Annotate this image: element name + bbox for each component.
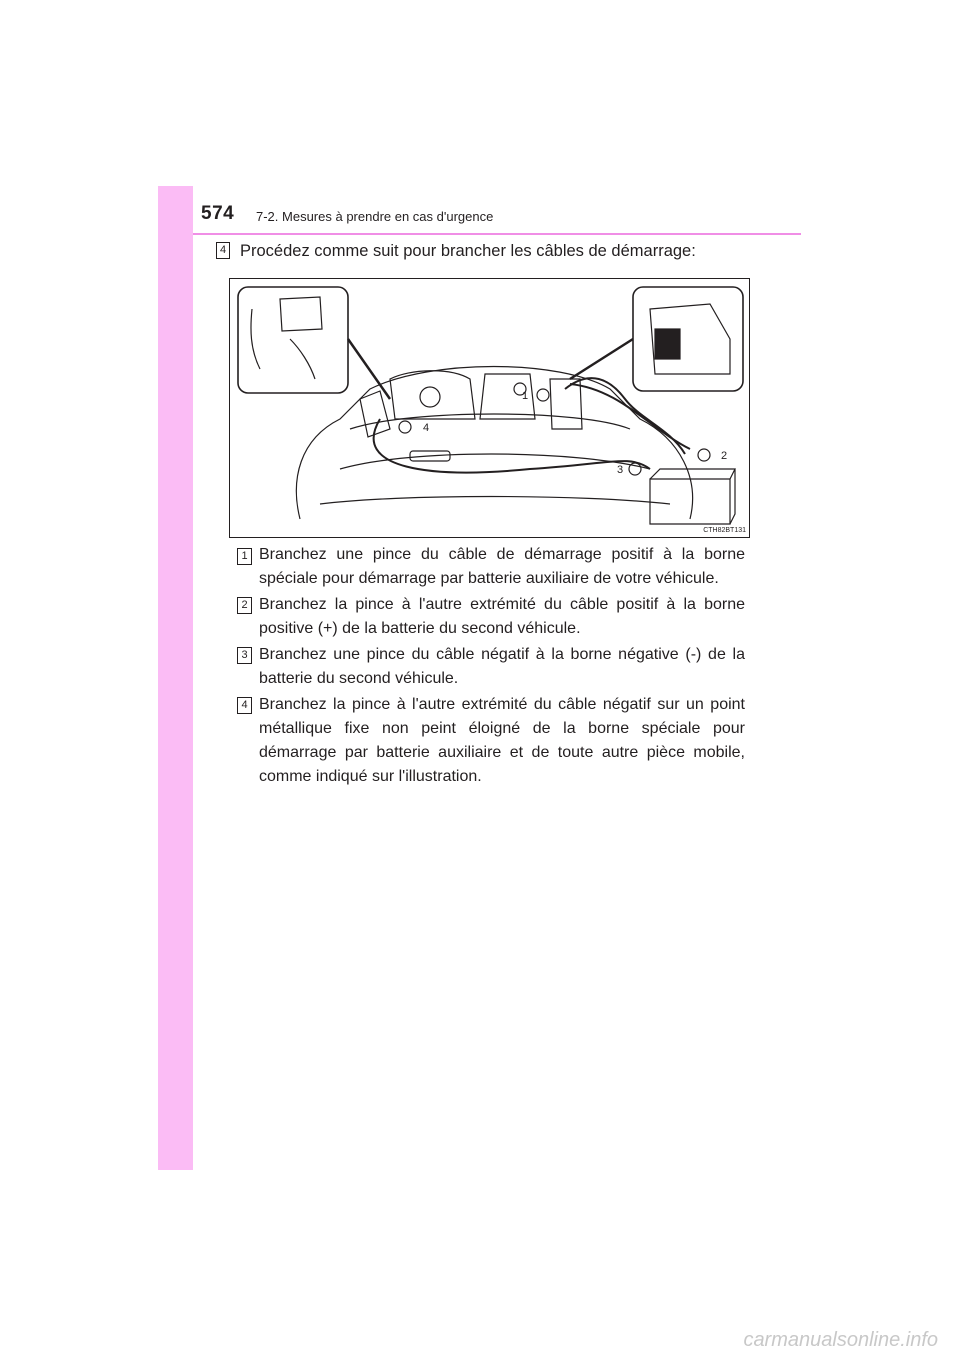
item-4-text: Branchez la pince à l'autre extrémité du câble négatif sur un point métallique fixe non peint éloigné de la borne spéciale pour démarrage par batterie auxiliaire et de toute autre pièce mobile, comme indiqué sur l'illustration.: [259, 696, 745, 785]
inset-right: [633, 287, 743, 391]
engine-cover: [390, 371, 475, 419]
item-4-number: 4: [237, 697, 252, 714]
step-intro-text: Procédez comme suit pour brancher les câbles de démarrage:: [240, 242, 696, 260]
item-1-number: 1: [237, 548, 252, 565]
item-3-number: 3: [237, 647, 252, 664]
engine-bay-drawing: [230, 279, 749, 537]
item-3-text: Branchez une pince du câble négatif à la borne négative (-) de la batterie du second véhicule.: [259, 646, 745, 687]
figure-code: CTH82BT131: [703, 527, 746, 534]
section-title: 7-2. Mesures à prendre en cas d'urgence: [256, 209, 494, 224]
page-number: 574: [201, 203, 235, 224]
item-2-text: Branchez la pince à l'autre extrémité du câble positif à la borne positive (+) de la batterie du second véhicule.: [259, 596, 745, 637]
step-number-box: 4: [216, 242, 230, 259]
terminal-box: [550, 379, 582, 429]
header-rule: [193, 233, 801, 235]
callout-2: 2: [720, 450, 728, 462]
callout-3: 3: [616, 464, 624, 476]
jump-start-illustration: [229, 278, 750, 538]
callout-1: 1: [521, 390, 529, 402]
watermark: carmanualsonline.info: [743, 1329, 938, 1351]
item-1-text: Branchez une pince du câble de démarrage positif à la borne spéciale pour démarrage par batterie auxiliaire de votre véhicule.: [259, 546, 745, 587]
item-2-number: 2: [237, 597, 252, 614]
inset-left: [238, 287, 348, 393]
side-color-band: [158, 186, 193, 1170]
callout-4: 4: [422, 422, 430, 434]
